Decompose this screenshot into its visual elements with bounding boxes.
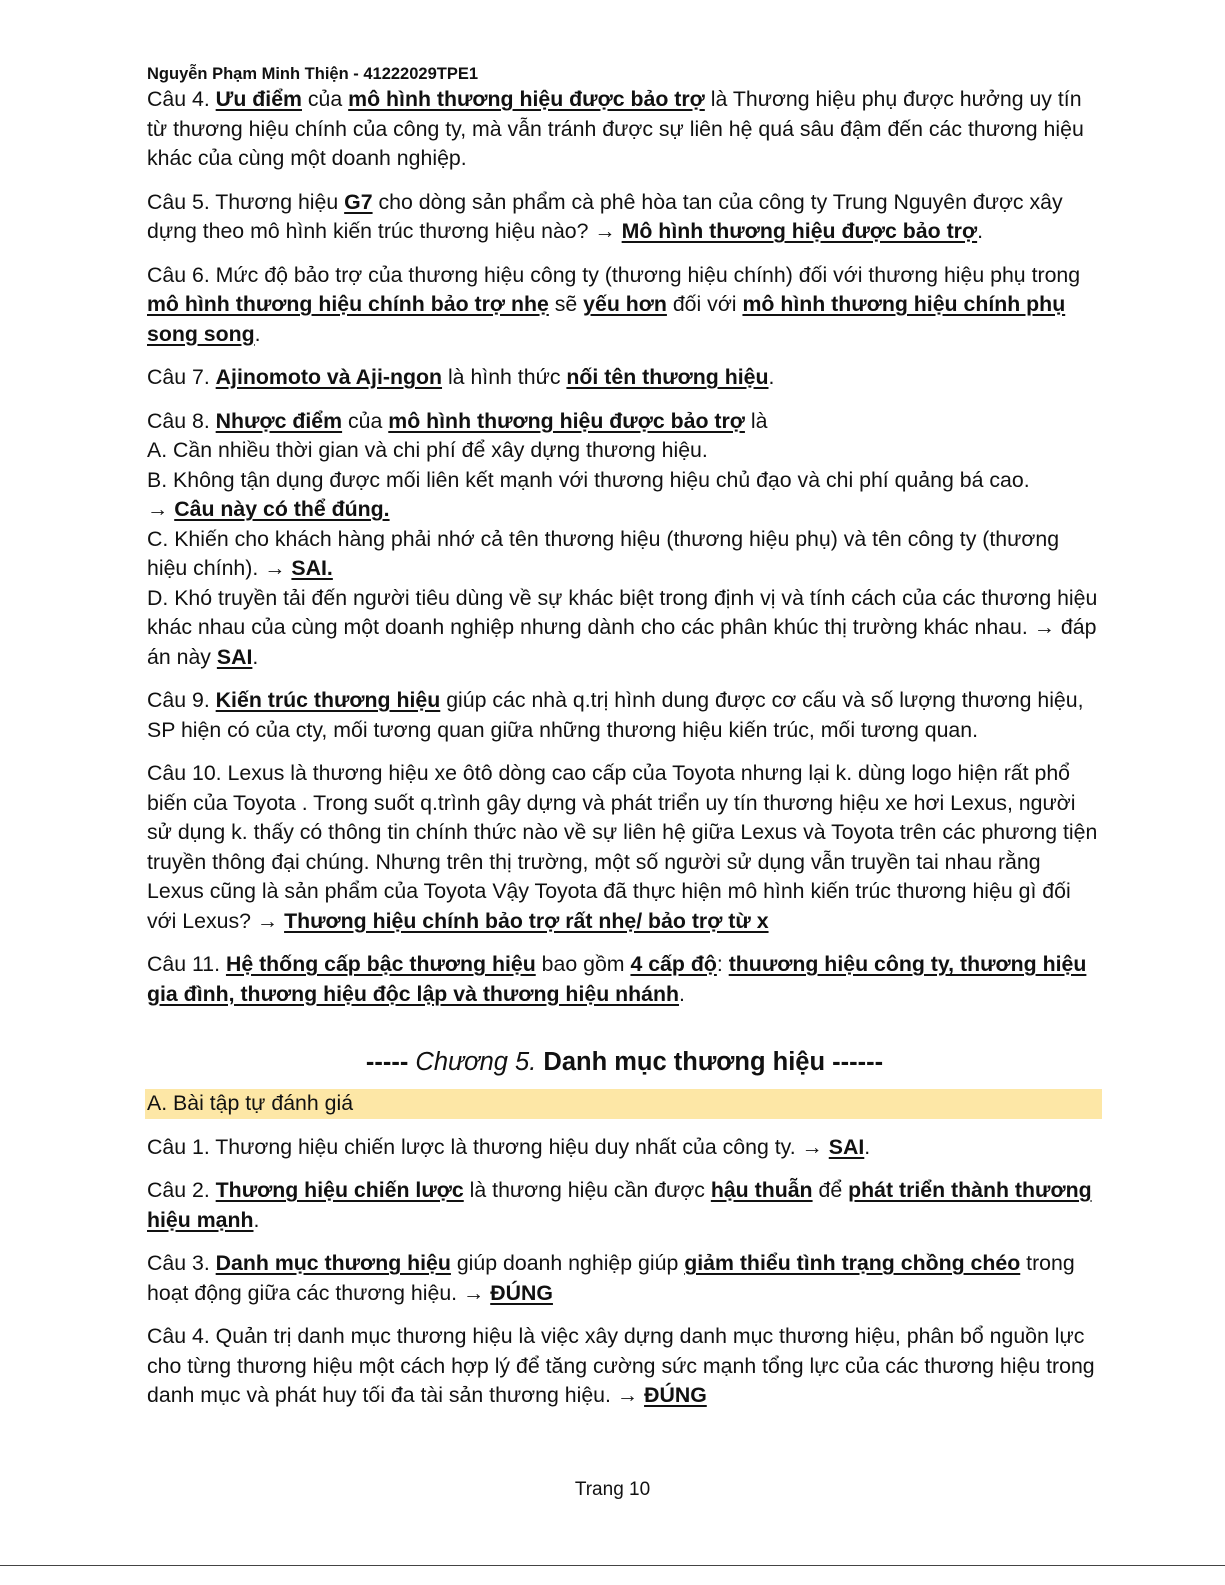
- text: .: [768, 365, 775, 389]
- text: là: [744, 408, 768, 433]
- text: Câu 9.: [147, 688, 216, 712]
- text: giúp các nhà q.trị hình dung được cơ cấu và số lượng thương hiệu, SP hiện có của cty, mối tương quan giữa những thương hiệu kiến trúc, mối tương quan.: [147, 688, 1084, 742]
- answer: thuương hiệu công ty, thương hiệu gia đình, thương hiệu độc lập và thương hiệu nhánh: [147, 952, 1087, 1006]
- question-8-option-a: A. Cần nhiều thời gian và chi phí để xây dựng thương hiệu.: [147, 438, 708, 462]
- question-8-option-d: [147, 584, 1102, 673]
- answer: Câu này có thể đúng.: [174, 497, 390, 521]
- question-5: [147, 188, 1102, 247]
- author-header: Nguyễn Phạm Minh Thiện - 41222029TPE1: [147, 65, 479, 83]
- text: của: [301, 87, 349, 111]
- text: Câu 4. Quản trị danh mục thương hiệu là việc xây dựng danh mục thương hiệu, phân bổ nguồn lực cho từng thương hiệu một cách hợp lý để tăng cường sức mạnh tổng lực của các thương hiệu trong danh mục và phát huy tối đa tài sản thương hiệu. →: [147, 1324, 1095, 1407]
- section-heading: A. Bài tập tự đánh giá: [145, 1089, 1102, 1119]
- text: Câu 8.: [147, 408, 216, 433]
- text: -----: [365, 1048, 416, 1076]
- text: Câu 10. Lexus là thương hiệu xe ôtô dòng cao cấp của Toyota nhưng lại k. dùng logo hiện rất phổ biến của Toyota . Trong suốt q.trình gây dựng và phát triển uy tín thương hiệu xe hơi Lexus, người sử dụng k. thấy có thông tin chính thức nào về sự liên hệ giữa Lexus và Toyota trên các phương tiện truyền thông đại chúng. Nhưng trên thị trường, một số người sử dụng vẫn truyền tai nhau rằng Lexus cũng là sản phẩm của Toyota Vậy Toyota đã thực hiện mô hình kiến trúc thương hiệu gì đối với Lexus? →: [147, 761, 1098, 933]
- text: D. Khó truyền tải đến người tiêu dùng về sự khác biệt trong định vị và tính cách của các thương hiệu khác nhau của cùng một doanh nghiệp nhưng dành cho các phân khúc thị trường khác nhau. → đáp án này: [147, 585, 1098, 669]
- text: Câu 6. Mức độ bảo trợ của thương hiệu công ty (thương hiệu chính) đối với thương hiệu phụ trong: [147, 262, 1081, 287]
- key-term: Danh mục thương hiệu: [215, 1251, 451, 1275]
- text: để: [812, 1178, 849, 1202]
- key-term: yếu hơn: [583, 292, 667, 316]
- key-term: G7: [344, 189, 373, 214]
- text: sẽ: [548, 292, 584, 316]
- text: Câu 3.: [147, 1251, 216, 1275]
- key-term: Kiến trúc thương hiệu: [215, 688, 441, 712]
- text: .: [679, 981, 685, 1006]
- key-term: mô hình thương hiệu chính bảo trợ nhẹ: [147, 292, 549, 316]
- text: .: [977, 219, 984, 243]
- chapter-title: Danh mục thương hiệu ------: [536, 1048, 884, 1076]
- answer: ĐÚNG: [490, 1280, 553, 1305]
- ch5-question-3: [147, 1249, 1102, 1308]
- key-term: phát triển thành thương hiệu mạnh: [147, 1178, 1092, 1232]
- document-page: [147, 64, 1102, 1425]
- chapter-heading: [147, 1045, 1102, 1079]
- key-term: mô hình thương hiệu được bảo trợ: [348, 87, 705, 111]
- text: của: [342, 408, 389, 433]
- text: Câu 7.: [147, 365, 216, 389]
- text: .: [254, 321, 261, 346]
- key-term: Thương hiệu chiến lược: [215, 1178, 464, 1202]
- question-8: [147, 407, 1102, 437]
- answer: SAI: [828, 1134, 865, 1159]
- text: là Thương hiệu phụ được hưởng uy tín từ thương hiệu chính của công ty, mà vẫn tránh được sự liên hệ quá sâu đậm đến các thương hiệu khác của cùng một doanh nghiệp.: [147, 87, 1084, 170]
- question-4: [147, 85, 1102, 174]
- text: :: [716, 952, 729, 976]
- key-term: hậu thuẫn: [710, 1178, 813, 1202]
- answer: nối tên thương hiệu: [566, 365, 769, 389]
- page-number: Trang 10: [574, 1479, 651, 1500]
- text: C. Khiến cho khách hàng phải nhớ cả tên thương hiệu (thương hiệu phụ) và tên công ty (thương hiệu chính). →: [147, 526, 1060, 580]
- text: .: [253, 1207, 260, 1232]
- question-10: [147, 759, 1102, 936]
- text: đối với: [666, 292, 743, 316]
- key-term: Ưu điểm: [215, 87, 302, 111]
- text: Câu 11.: [147, 952, 226, 976]
- ch5-question-2: [147, 1176, 1102, 1235]
- chapter-number: Chương 5.: [415, 1048, 537, 1076]
- text: Câu 5. Thương hiệu: [147, 189, 345, 214]
- question-8-option-b: B. Không tận dụng được mối liên kết mạnh với thương hiệu chủ đạo và chi phí quảng bá cao.: [147, 467, 1030, 492]
- answer: Thương hiệu chính bảo trợ rất nhẹ/ bảo trợ từ x: [284, 908, 769, 933]
- key-term: Hệ thống cấp bậc thương hiệu: [225, 952, 536, 976]
- text: Câu 2.: [147, 1178, 216, 1202]
- key-term: Ajinomoto và Aji-ngon: [215, 365, 443, 389]
- question-8-option-c: [147, 525, 1102, 584]
- text: .: [252, 644, 259, 669]
- text: Câu 4.: [147, 87, 216, 111]
- question-6: [147, 261, 1102, 350]
- text: trong hoạt động giữa các thương hiệu. →: [147, 1251, 1075, 1305]
- answer: SAI.: [291, 556, 333, 580]
- key-term: giảm thiểu tình trạng chồng chéo: [684, 1251, 1021, 1275]
- question-11: [147, 950, 1102, 1009]
- text: cho dòng sản phẩm cà phê hòa tan của công ty Trung Nguyên được xây dựng theo mô hình kiến trúc thương hiệu nào? →: [147, 189, 1063, 243]
- key-term: mô hình thương hiệu được bảo trợ: [388, 408, 745, 433]
- ch5-question-4: [147, 1322, 1102, 1411]
- text: bao gồm: [535, 952, 631, 976]
- key-term: 4 cấp độ: [630, 952, 717, 976]
- question-7: [147, 363, 1102, 393]
- ch5-question-1: [147, 1133, 1102, 1163]
- text: giúp doanh nghiệp giúp: [450, 1251, 685, 1275]
- text: là hình thức: [442, 365, 567, 389]
- arrow: →: [147, 497, 175, 521]
- answer: SAI: [216, 644, 253, 669]
- page-divider: [0, 1565, 1225, 1566]
- text: Câu 1. Thương hiệu chiến lược là thương hiệu duy nhất của công ty. →: [147, 1134, 829, 1159]
- answer: Mô hình thương hiệu được bảo trợ: [621, 219, 978, 243]
- key-term: Nhược điểm: [215, 408, 343, 433]
- key-term: mô hình thương hiệu chính phụ song song: [147, 292, 1066, 346]
- text: .: [864, 1134, 871, 1159]
- text: là thương hiệu cần được: [463, 1178, 711, 1202]
- question-8-option-b-note: [147, 495, 1102, 525]
- question-9: [147, 686, 1102, 745]
- answer: ĐÚNG: [644, 1383, 707, 1407]
